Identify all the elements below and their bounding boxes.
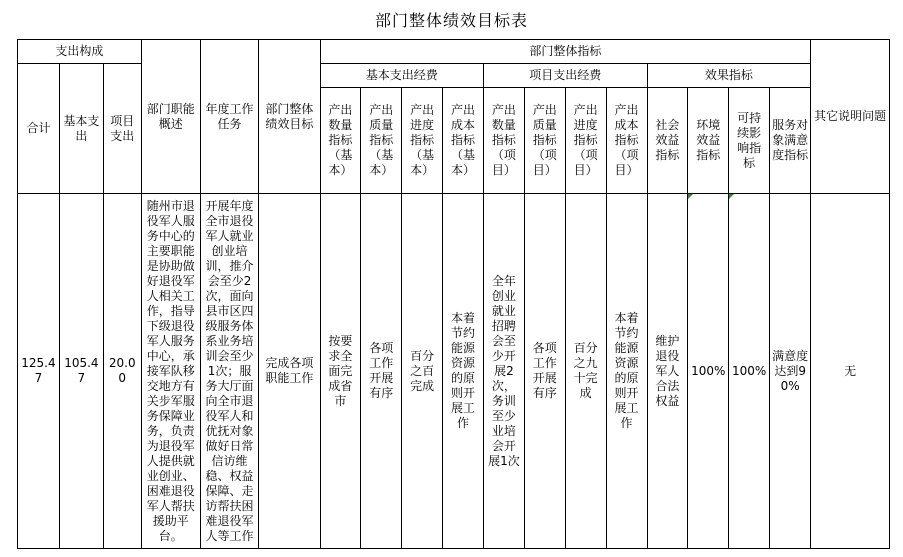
social-benefit-text: 维护退役军人合法权益: [647, 194, 688, 549]
expense-composition-header: 支出构成: [18, 40, 142, 64]
project-expense-header: 项目支出: [103, 64, 141, 194]
other-notes-text: 无: [811, 194, 890, 549]
basic-progress-header: 产出进度指标（基本）: [402, 88, 443, 194]
page-title: 部门整体绩效目标表: [374, 11, 528, 30]
total-value: 125.47: [18, 194, 60, 549]
basic-cost-text: 本着节约能源资源的原则开展工作: [443, 194, 484, 549]
basic-quality-text: 各项工作开展有序: [361, 194, 402, 549]
annual-task-header: 年度工作任务: [200, 40, 258, 194]
basic-expense-header: 基本支出: [59, 64, 103, 194]
env-benefit-header: 环境效益指标: [688, 88, 729, 194]
basic-qty-text: 按要求全面完成省市: [320, 194, 361, 549]
env-benefit-value: 100%: [688, 194, 729, 549]
basic-progress-text: 百分之百完成: [402, 194, 443, 549]
total-header: 合计: [18, 64, 60, 194]
dept-indicators-header: 部门整体指标: [320, 40, 811, 64]
basic-qty-header: 产出数量指标（基本）: [320, 88, 361, 194]
proj-qty-header: 产出数量指标（项目）: [484, 88, 525, 194]
other-notes-header: 其它说明问题: [811, 40, 890, 194]
proj-quality-text: 各项工作开展有序: [524, 194, 565, 549]
satisfaction-header: 服务对象满意度指标: [770, 88, 811, 194]
annual-task-text: 开展年度全市退役军人就业创业培训，推介会至少2次，面向县市区四级服务体系业务培训会至少1次；服务大厅面向全市退役军人和优抚对象做好日常信访维稳、权益保障、走访帮扶困难退役军人等工作: [200, 194, 258, 549]
dept-function-header: 部门职能概述: [141, 40, 200, 194]
proj-cost-header: 产出成本指标（项目）: [606, 88, 647, 194]
dept-target-text: 完成各项职能工作: [259, 194, 320, 549]
proj-progress-text: 百分之九十完成: [565, 194, 606, 549]
basic-funds-header: 基本支出经费: [320, 64, 484, 88]
basic-quality-header: 产出质量指标（基本）: [361, 88, 402, 194]
sustainable-value: 100%: [729, 194, 770, 549]
satisfaction-text: 满意度达到90%: [770, 194, 811, 549]
dept-function-text: 随州市退役军人服务中心的主要职能是协助做好退役军人相关工作，指导下级退役军人服务中心，承接军队移交地方有关步军服务保障业务，负责为退役军人提供就业创业、困难退役军人帮扶援助平台。: [141, 194, 200, 549]
performance-target-table: [17, 39, 890, 549]
proj-cost-text: 本着节约能源资源的原则开展工作: [606, 194, 647, 549]
basic-value: 105.47: [59, 194, 103, 549]
sustainable-header: 可持续影响指标: [729, 88, 770, 194]
proj-qty-text: 全年创业就业招聘会至少开展2次，务训至少业培会开展1次: [484, 194, 525, 549]
basic-cost-header: 产出成本指标（基本）: [443, 88, 484, 194]
proj-quality-header: 产出质量指标（项目）: [524, 88, 565, 194]
proj-progress-header: 产出进度指标（项目）: [565, 88, 606, 194]
project-funds-header: 项目支出经费: [484, 64, 648, 88]
dept-target-header: 部门整体绩效目标: [259, 40, 320, 194]
effect-indicators-header: 效果指标: [647, 64, 811, 88]
project-value: 20.00: [103, 194, 141, 549]
social-benefit-header: 社会效益指标: [647, 88, 688, 194]
